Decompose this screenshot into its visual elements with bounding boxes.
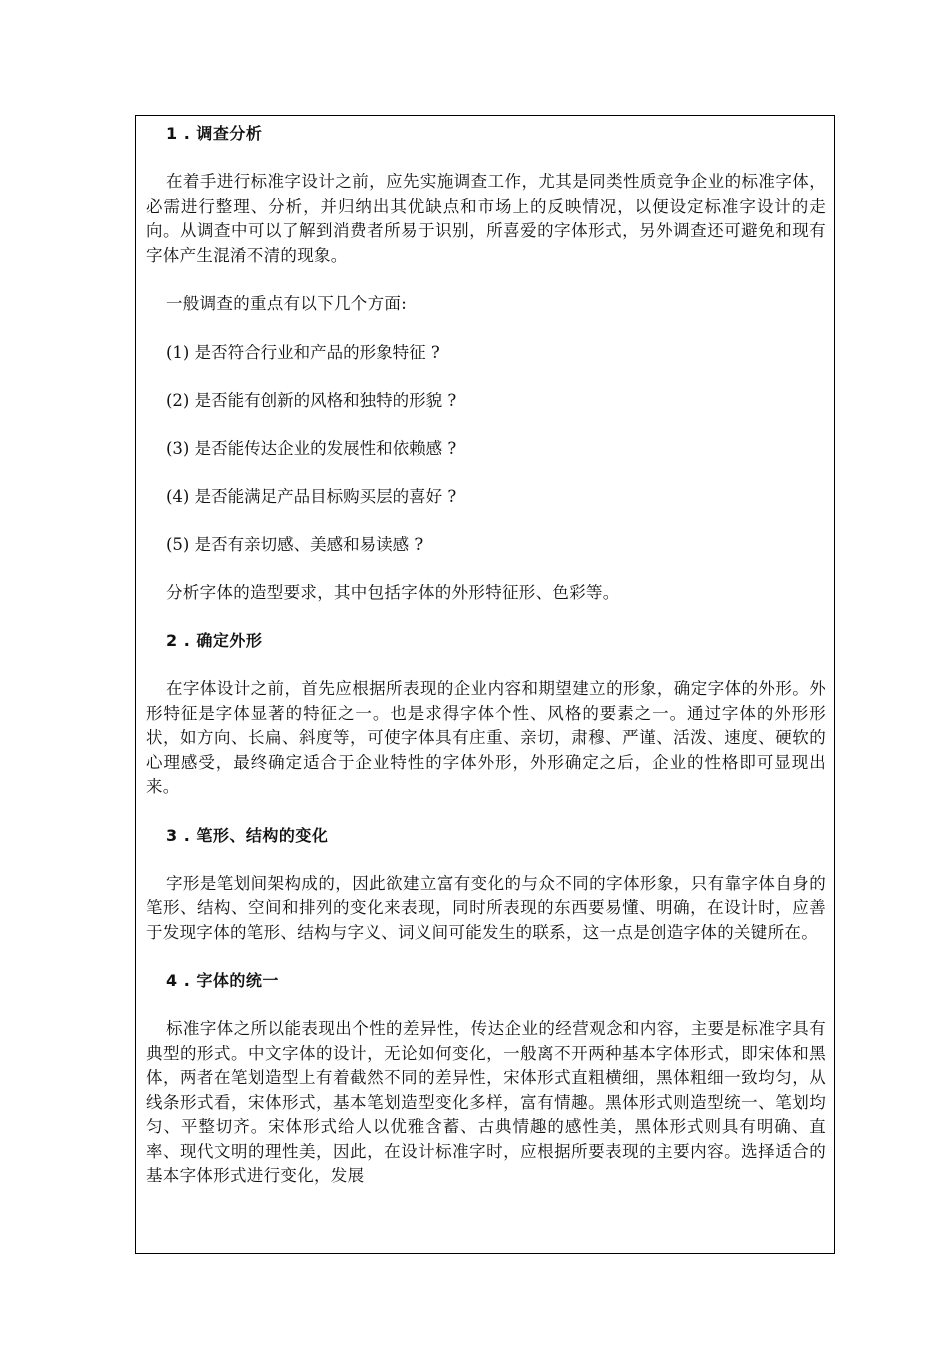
list-item: (5) 是否有亲切感、美感和易读感 ? [166, 534, 424, 554]
section-2-paragraph: 在字体设计之前，首先应根据所表现的企业内容和期望建立的形象，确定字体的外形。外形特征是字体显著的特征之一。也是求得字体个性、风格的要素之一。通过字体的外形形状，如方向、长扁、斜度等，可使字体具有庄重、亲切，肃穆、严谨、活泼、速度、硬软的心理感受，最终确定适合于企业特性的字体外形，外形确定之后，企业的性格即可显现出来。 [146, 679, 826, 796]
section-3-paragraph: 字形是笔划间架构成的，因此欲建立富有变化的与众不同的字体形象，只有靠字体自身的笔形、结构、空间和排列的变化来表现，同时所表现的东西要易懂、明确，在设计时，应善于发现字体的笔形、结构与字义、词义间可能发生的联系，这一点是创造字体的关键所在。 [146, 873, 826, 942]
section-4-paragraph: 标准字体之所以能表现出个性的差异性，传达企业的经营观念和内容，主要是标准字具有典型的形式。中文字体的设计，无论如何变化，一般离不开两种基本字体形式，即宋体和黑体，两者在笔划造型上有着截然不同的差异性，宋体形式直粗横细，黑体粗细一致均匀，从线条形式看，宋体形式，基本笔划造型变化多样，富有情趣。黑体形式则造型统一、笔划均匀、平整切齐。宋体形式给人以优雅含蓄、古典情趣的感性美，黑体形式则具有明确、直率、现代文明的理性美，因此，在设计标准字时，应根据所要表现的主要内容。选择适合的基本字体形式进行变化，发展 [146, 1019, 826, 1185]
list-item: (4) 是否能满足产品目标购买层的喜好 ? [166, 486, 457, 506]
document-frame [135, 115, 835, 1254]
list-item: (2) 是否能有创新的风格和独特的形貌 ? [166, 390, 457, 410]
list-item: (1) 是否符合行业和产品的形象特征 ? [166, 342, 440, 362]
section-4-heading: 4 . 字体的统一 [166, 971, 279, 990]
section-1-paragraph: 在着手进行标准字设计之前，应先实施调查工作，尤其是同类性质竞争企业的标准字体，必需进行整理、分析，并归纳出其优缺点和市场上的反映情况，以便设定标准字设计的走向。从调查中可以了解到消费者所易于识别，所喜爱的字体形式，另外调查还可避免和现有字体产生混淆不清的现象。 [146, 172, 826, 265]
list-item: (3) 是否能传达企业的发展性和依赖感 ? [166, 438, 457, 458]
section-1-closing: 分析字体的造型要求，其中包括字体的外形特征形、色彩等。 [166, 582, 620, 602]
document-body [136, 116, 834, 1189]
section-1-list-intro: 一般调查的重点有以下几个方面: [166, 294, 408, 313]
section-2-heading: 2 . 确定外形 [166, 631, 263, 650]
section-1-heading: 1 . 调查分析 [166, 124, 263, 143]
section-3-heading: 3 . 笔形、结构的变化 [166, 825, 329, 845]
